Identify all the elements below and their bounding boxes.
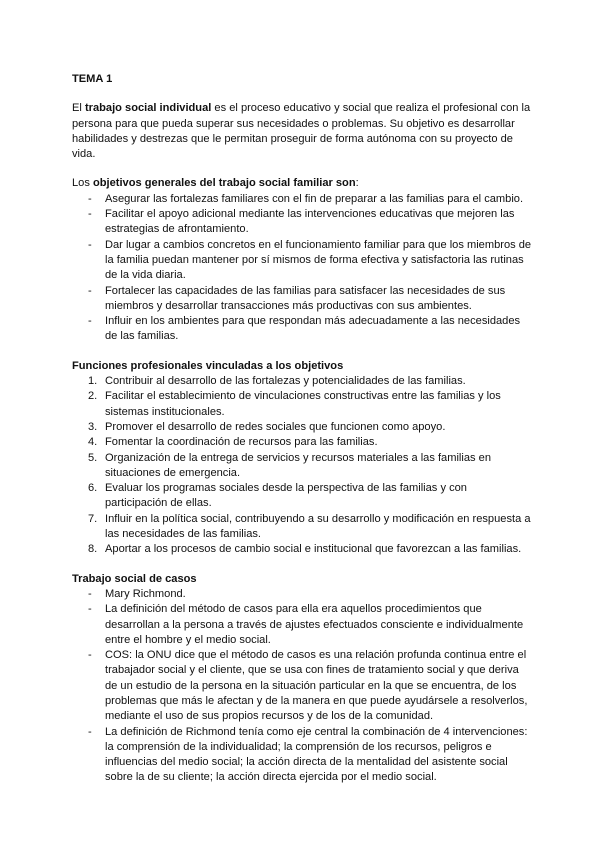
intro-bold-term: trabajo social individual [84,102,212,115]
functions-item [72,512,532,543]
objectives-heading-bold: objetivos generales del trabajo social familiar son [92,177,356,190]
functions-item [72,420,532,435]
functions-item-number: 7. [88,512,98,525]
functions-item [72,374,532,389]
functions-item-text: Influir en la política social, contribuyendo a su desarrollo y modificación en respuesta a las necesidades de las familias. [105,512,531,541]
intro-text-end: es el proceso educativo y social que realiza el profesional con la persona para que pueda superar sus necesidades o problemas. Su objetivo es desarrollar habilidades y destrezas que le permitan proseguir de forma autónoma con su proyecto de vida. [72,102,531,161]
functions-item-number: 2. [88,390,98,403]
cases-item: - COS: la ONU dice que el método de casos es una relación profunda continua entre el trabajador social y el cliente, que se usa con fines de tratamiento social y que deriva de un estudio de la persona en la situación particular en la que se encuentra, de los problemas que más le afectan y de la manera en que puede ayudársele a resolverlos, mediante el uso de sus propios recursos y de los de la comunidad. [88,648,532,724]
functions-list [72,374,532,558]
functions-item-text: Organización de la entrega de servicios y recursos materiales a las familias en situaciones de emergencia. [105,451,491,479]
functions-item [72,481,532,512]
functions-item [72,451,532,482]
cases-item: - La definición de Richmond tenía como eje central la combinación de 4 intervenciones: la comprensión de la individualidad; la comprensión de los recursos, peligros e influencias del medio social; la acción directa de la mentalidad del asistente social sobre la de su cliente; la acción directa ejercida por el medio social. [88,725,532,786]
functions-item-text: Aportar a los procesos de cambio social e institucional que favorezcan a las familias. [105,543,522,556]
cases-heading: Trabajo social de casos [72,572,197,585]
functions-item-number: 6. [88,482,98,495]
objectives-item: - Fortalecer las capacidades de las familias para satisfacer las necesidades de sus miembros y desarrollar transacciones más productivas con sus ambientes. [88,284,532,315]
cases-item: - Mary Richmond. [88,587,532,602]
functions-item-text: Evaluar los programas sociales desde la perspectiva de las familias y con participación de ellas. [105,482,467,510]
cases-item: - La definición del método de casos para ella era aquellos procedimientos que desarrollan a la persona a través de ajustes efectuados consciente e individualmente entre el hombre y el medio social. [88,602,532,648]
functions-item-text: Contribuir al desarrollo de las fortalezas y potencialidades de las familias. [105,375,466,388]
functions-item-text: Facilitar el establecimiento de vinculaciones constructivas entre las familias y los sistemas institucionales. [105,390,501,418]
functions-item-number: 5. [88,451,98,464]
objectives-item: - Influir en los ambientes para que respondan más adecuadamente a las necesidades de las familias. [88,314,532,345]
intro-paragraph [72,101,532,162]
objectives-heading [72,176,532,191]
functions-item-number: 3. [88,420,98,433]
functions-item [72,542,532,557]
objectives-heading-start: Los [72,177,93,190]
functions-item-number: 1. [88,375,98,388]
functions-item [72,389,532,420]
functions-item-number: 8. [88,543,98,556]
functions-item-text: Promover el desarrollo de redes sociales que funcionen como apoyo. [105,420,446,433]
objectives-item: - Dar lugar a cambios concretos en el funcionamiento familiar para que los miembros de la familia puedan mantener por sí mismos de forma efectiva y satisfactoria las rutinas de la vida diaria. [88,238,532,284]
functions-item-number: 4. [88,436,98,449]
functions-heading: Funciones profesionales vinculadas a los objetivos [72,359,344,372]
document-body [72,72,532,800]
objectives-list [72,192,532,345]
functions-item-text: Fomentar la coordinación de recursos para las familias. [105,436,378,449]
document-title: TEMA 1 [72,73,113,85]
cases-list [72,587,532,786]
objectives-heading-end: : [355,177,359,190]
objectives-item: - Asegurar las fortalezas familiares con el fin de preparar a las familias para el cambio. [88,192,532,207]
objectives-item: - Facilitar el apoyo adicional mediante las intervenciones educativas que mejoren las estrategias de afrontamiento. [88,207,532,238]
intro-text-start: El [72,102,85,115]
functions-item [72,435,532,450]
